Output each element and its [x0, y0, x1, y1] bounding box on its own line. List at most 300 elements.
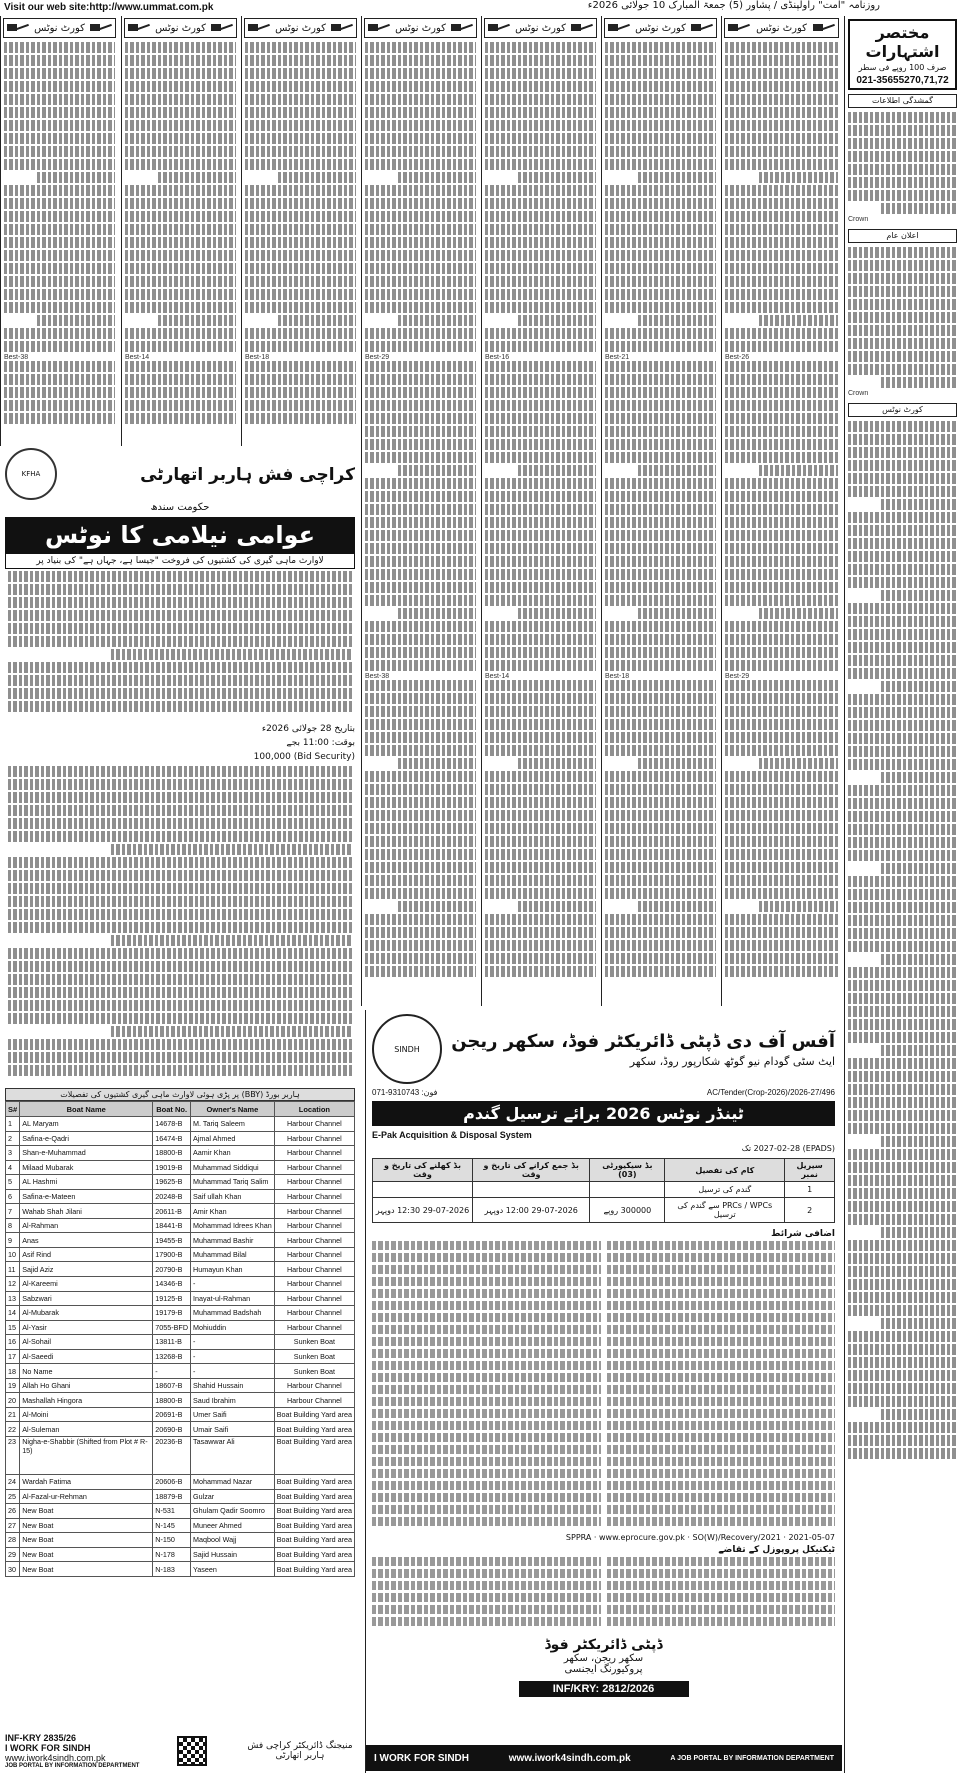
table-cell: Ajmal Ahmed — [191, 1131, 275, 1146]
tender-terms — [366, 1241, 841, 1529]
court-notice-label: کورٹ نوٹس — [275, 22, 326, 34]
table-cell: Harbour Channel — [274, 1378, 354, 1393]
table-cell: 26 — [6, 1504, 20, 1519]
tender-ref: AC/Tender(Crop-2026)/2026-27/496 — [706, 1088, 835, 1097]
tender-w4s-bar — [366, 1745, 842, 1771]
table-cell: Yaseen — [191, 1562, 275, 1577]
notice-text — [482, 40, 599, 981]
table-cell: 16474-B — [153, 1131, 191, 1146]
table-row — [6, 1518, 355, 1533]
tender-w4s-portal: A JOB PORTAL BY INFORMATION DEPARTMENT — [670, 1754, 834, 1762]
table-cell: Umer Saifi — [191, 1407, 275, 1422]
table-cell: 20691-B — [153, 1407, 191, 1422]
table-cell: 19625-B — [153, 1175, 191, 1190]
court-notice-label: کورٹ نوٹس — [515, 22, 566, 34]
table-row — [6, 1562, 355, 1577]
table-cell: Mashallah Hingora — [20, 1393, 153, 1408]
table-cell: 29-07-2026 12:30 دوپہر — [373, 1198, 473, 1223]
table-cell: 19125-B — [153, 1291, 191, 1306]
classified-subtitle: صرف 100 روپے فی سطر — [858, 63, 947, 72]
table-cell: Boat Building Yard area — [274, 1422, 354, 1437]
table-cell: 19 — [6, 1378, 20, 1393]
table-cell: No Name — [20, 1364, 153, 1379]
table-cell: Muhammad Siddiqui — [191, 1160, 275, 1175]
table-cell: Mohammad Nazar — [191, 1475, 275, 1490]
table-row — [6, 1547, 355, 1562]
tender-tech — [366, 1557, 841, 1629]
auction-footer — [5, 1731, 355, 1771]
table-cell: 12 — [6, 1277, 20, 1292]
court-notice-label: کورٹ نوٹس — [756, 22, 807, 34]
sindh-govt-seal-icon: SINDH — [372, 1014, 442, 1084]
table-row — [373, 1198, 835, 1223]
table-row — [6, 1291, 355, 1306]
table-row — [6, 1393, 355, 1408]
tender-table — [372, 1158, 835, 1223]
table-cell: Al-Moini — [20, 1407, 153, 1422]
classified-title: مختصر اشتہارات — [865, 23, 940, 61]
best-tag: Crown — [848, 216, 869, 223]
section-court: کورٹ نوٹس — [848, 403, 957, 417]
best-tag: Best-38 — [4, 354, 29, 361]
table-row — [6, 1218, 355, 1233]
table-cell: Muhammad Tariq Salim — [191, 1175, 275, 1190]
table-cell: N-178 — [153, 1547, 191, 1562]
tender-col-header: کام کی تفصیل — [665, 1159, 785, 1182]
table-cell: - — [191, 1349, 275, 1364]
table-cell: Boat Building Yard area — [274, 1407, 354, 1422]
table-cell: 9 — [6, 1233, 20, 1248]
auction-time: بوقت: 11:00 بجے — [286, 738, 355, 748]
table-cell: Boat Building Yard area — [274, 1547, 354, 1562]
table-cell: Shahid Hussain — [191, 1378, 275, 1393]
table-cell: 14346-B — [153, 1277, 191, 1292]
court-notice-header — [364, 18, 477, 38]
table-cell: 18 — [6, 1364, 20, 1379]
table-cell: 13268-B — [153, 1349, 191, 1364]
table-cell: Inayat-ul-Rahman — [191, 1291, 275, 1306]
table-cell: 2 — [785, 1198, 835, 1223]
table-cell: Harbour Channel — [274, 1306, 354, 1321]
boat-table-col-header: Owner's Name — [191, 1102, 275, 1117]
table-cell: 6 — [6, 1189, 20, 1204]
court-notice-header — [3, 18, 116, 38]
table-cell: 19179-B — [153, 1306, 191, 1321]
court-notice-header — [484, 18, 597, 38]
table-cell: 11 — [6, 1262, 20, 1277]
table-cell: N-531 — [153, 1504, 191, 1519]
table-cell: Anas — [20, 1233, 153, 1248]
notice-text — [602, 40, 719, 981]
table-cell: Wahab Shah Jilani — [20, 1204, 153, 1219]
table-cell: 300000 روپے — [590, 1198, 665, 1223]
table-cell: 7055-BFD — [153, 1320, 191, 1335]
table-cell: 24 — [6, 1475, 20, 1490]
court-notice-label: کورٹ نوٹس — [155, 22, 206, 34]
table-cell: N-183 — [153, 1562, 191, 1577]
gavel-icon — [211, 23, 233, 33]
table-cell — [373, 1182, 473, 1198]
table-cell: 28 — [6, 1533, 20, 1548]
table-row — [373, 1182, 835, 1198]
website-text[interactable]: Visit our web site:http://www.ummat.com.pk — [4, 2, 214, 13]
table-cell: Harbour Channel — [274, 1131, 354, 1146]
table-cell: 17900-B — [153, 1247, 191, 1262]
table-cell: Tasawwar Ali — [191, 1437, 275, 1475]
table-cell: Al-Yasir — [20, 1320, 153, 1335]
classified-block — [845, 419, 960, 1463]
w4s-url[interactable]: www.iwork4sindh.com.pk — [5, 1753, 106, 1763]
tender-address: ایٹ سٹی گودام نیو گوٹھ شکارپور روڈ، سکھر — [629, 1054, 835, 1068]
gavel-icon — [608, 23, 630, 33]
notice-column — [0, 16, 118, 446]
table-cell: New Boat — [20, 1518, 153, 1533]
table-cell: 25 — [6, 1489, 20, 1504]
auction-signatory: منیجنگ ڈائریکٹر کراچی فش ہاربر اتھارٹی — [247, 1741, 353, 1761]
table-cell: Sunken Boat — [274, 1349, 354, 1364]
gavel-icon — [728, 23, 750, 33]
tender-w4s-url[interactable]: www.iwork4sindh.com.pk — [508, 1752, 631, 1764]
table-cell: Safina-e-Mateen — [20, 1189, 153, 1204]
boat-table-col-header: Boat No. — [153, 1102, 191, 1117]
table-cell: 29-07-2026 12:00 دوپہر — [473, 1198, 590, 1223]
table-cell: Ghulam Qadir Soomro — [191, 1504, 275, 1519]
table-row — [6, 1533, 355, 1548]
table-cell: Asif Rind — [20, 1247, 153, 1262]
table-cell: 20248-B — [153, 1189, 191, 1204]
table-cell: Saud Ibrahim — [191, 1393, 275, 1408]
notice-column — [481, 16, 599, 1006]
notice-column — [721, 16, 841, 1006]
gavel-icon — [90, 23, 112, 33]
table-row — [6, 1437, 355, 1475]
table-cell: Allah Ho Ghani — [20, 1378, 153, 1393]
table-cell: 30 — [6, 1562, 20, 1577]
table-row — [6, 1407, 355, 1422]
table-cell: 14 — [6, 1306, 20, 1321]
table-cell: Muneer Ahmed — [191, 1518, 275, 1533]
table-cell: Muhammad Bashir — [191, 1233, 275, 1248]
table-cell: - — [191, 1335, 275, 1350]
tender-epads: (EPADS) — [802, 1144, 835, 1153]
table-cell: AL Maryam — [20, 1117, 153, 1132]
court-notice-header — [244, 18, 357, 38]
boat-table-col-header: S# — [6, 1102, 20, 1117]
table-row — [6, 1233, 355, 1248]
boat-table-header — [6, 1102, 355, 1117]
notice-text — [362, 40, 479, 981]
tender-office: آفس آف دی ڈپٹی ڈائریکٹر فوڈ، سکھر ریجن — [451, 1030, 835, 1052]
table-cell: - — [153, 1364, 191, 1379]
table-cell: Harbour Channel — [274, 1204, 354, 1219]
table-row — [6, 1117, 355, 1132]
table-cell: 23 — [6, 1437, 20, 1475]
table-row — [6, 1378, 355, 1393]
table-cell: N-150 — [153, 1533, 191, 1548]
table-cell: Harbour Channel — [274, 1247, 354, 1262]
table-row — [6, 1320, 355, 1335]
tender-col-header: سیریل نمبر — [785, 1159, 835, 1182]
table-cell: 14678-B — [153, 1117, 191, 1132]
court-notice-header — [604, 18, 717, 38]
notice-text — [1, 40, 118, 428]
table-cell: 10 — [6, 1247, 20, 1262]
table-cell: Harbour Channel — [274, 1262, 354, 1277]
table-cell: 29 — [6, 1547, 20, 1562]
table-cell: Al-Saeedi — [20, 1349, 153, 1364]
auction-body — [5, 569, 355, 716]
table-cell: 18800-B — [153, 1393, 191, 1408]
gavel-icon — [488, 23, 510, 33]
boat-table — [5, 1101, 355, 1577]
table-cell: 20236-B — [153, 1437, 191, 1475]
tender-agency: پروکیورنگ ایجنسی — [564, 1664, 643, 1675]
table-cell: Al-Mubarak — [20, 1306, 153, 1321]
notice-text — [122, 40, 239, 428]
gavel-icon — [571, 23, 593, 33]
kfha-seal-icon: KFHA — [5, 448, 57, 500]
table-cell: 3 — [6, 1146, 20, 1161]
gavel-icon — [331, 23, 353, 33]
table-cell: 1 — [785, 1182, 835, 1198]
table-cell: New Boat — [20, 1504, 153, 1519]
gavel-icon — [128, 23, 150, 33]
table-cell: Harbour Channel — [274, 1218, 354, 1233]
auction-government: حکومت سندھ — [150, 502, 210, 513]
table-row — [6, 1306, 355, 1321]
table-cell: AL Hashmi — [20, 1175, 153, 1190]
tender-period: 2027-02-28 تک — [741, 1144, 801, 1153]
table-cell — [590, 1182, 665, 1198]
table-row — [6, 1349, 355, 1364]
table-cell: 18800-B — [153, 1146, 191, 1161]
table-cell: Harbour Channel — [274, 1233, 354, 1248]
table-cell: - — [191, 1277, 275, 1292]
best-tag: Best-38 — [365, 673, 390, 680]
classified-column — [844, 16, 960, 1773]
table-cell: Al-Kareemi — [20, 1277, 153, 1292]
best-tag: Best-26 — [725, 354, 750, 361]
section-announcement: اعلان عام — [848, 229, 957, 243]
table-row — [6, 1204, 355, 1219]
table-cell: Al-Sohail — [20, 1335, 153, 1350]
table-cell: Boat Building Yard area — [274, 1533, 354, 1548]
best-tag: Best-16 — [485, 354, 510, 361]
table-cell: 8 — [6, 1218, 20, 1233]
tender-website[interactable]: www.eprocure.gov.pk — [599, 1533, 685, 1542]
table-cell: 19455-B — [153, 1233, 191, 1248]
table-cell: Maqbool Wajj — [191, 1533, 275, 1548]
section-lost: گمشدگی اطلاعات — [848, 94, 957, 108]
auction-authority: کراچی فش ہاربر اتھارٹی — [140, 464, 355, 485]
tender-col-header: بڈ سیکیورٹی (03) — [590, 1159, 665, 1182]
best-tag: Best-14 — [125, 354, 150, 361]
best-tag: Best-29 — [725, 673, 750, 680]
classified-block — [845, 110, 960, 225]
table-cell: 15 — [6, 1320, 20, 1335]
table-cell: Boat Building Yard area — [274, 1504, 354, 1519]
court-notice-header — [724, 18, 839, 38]
table-row — [6, 1262, 355, 1277]
gavel-icon — [813, 23, 835, 33]
table-cell: New Boat — [20, 1562, 153, 1577]
inf-number: INF-KRY 2835/26 — [5, 1733, 77, 1743]
table-cell: 20611-B — [153, 1204, 191, 1219]
notice-column — [601, 16, 719, 1006]
paper-line: روزنامہ "امت" راولپنڈی / پشاور (5) جمعۃ المبارک 10 جولائی 2026ء — [587, 0, 880, 11]
tender-ref-row — [366, 1088, 841, 1097]
table-cell: 22 — [6, 1422, 20, 1437]
court-notice-label: کورٹ نوٹس — [635, 22, 686, 34]
table-cell: Wardah Fatima — [20, 1475, 153, 1490]
tender-table-header — [373, 1159, 835, 1182]
gavel-icon — [691, 23, 713, 33]
table-row — [6, 1422, 355, 1437]
table-cell: N-145 — [153, 1518, 191, 1533]
auction-header — [5, 446, 355, 502]
tender-signatory-sub: سکھر ریجن، سکھر — [563, 1653, 644, 1664]
table-cell — [473, 1182, 590, 1198]
table-cell: Harbour Channel — [274, 1277, 354, 1292]
notice-text — [242, 40, 359, 428]
table-row — [6, 1504, 355, 1519]
table-cell: Boat Building Yard area — [274, 1437, 354, 1475]
table-cell: Harbour Channel — [274, 1291, 354, 1306]
table-cell: Al-Rahman — [20, 1218, 153, 1233]
table-cell: - — [191, 1364, 275, 1379]
best-tag: Best-18 — [605, 673, 630, 680]
tender-header — [366, 1010, 841, 1088]
table-cell: Saif ullah Khan — [191, 1189, 275, 1204]
tender-intro — [366, 1143, 841, 1154]
table-cell: Boat Building Yard area — [274, 1489, 354, 1504]
tender-notice — [365, 1010, 841, 1773]
table-cell: Boat Building Yard area — [274, 1475, 354, 1490]
auction-bid-security: (Bid Security) 100,000 — [253, 752, 355, 762]
table-cell: گندم کی ترسیل — [665, 1182, 785, 1198]
table-cell: 2 — [6, 1131, 20, 1146]
table-cell: Boat Building Yard area — [274, 1518, 354, 1533]
court-notice-header — [124, 18, 237, 38]
gavel-icon — [7, 23, 29, 33]
boat-table-col-header: Location — [274, 1102, 354, 1117]
court-notice-label: کورٹ نوٹس — [395, 22, 446, 34]
tender-sppra: SPPRA — [565, 1533, 592, 1542]
table-row — [6, 1475, 355, 1490]
table-cell: 21 — [6, 1407, 20, 1422]
table-row — [6, 1160, 355, 1175]
auction-meta — [5, 722, 355, 764]
table-cell: 17 — [6, 1349, 20, 1364]
table-cell: 1 — [6, 1117, 20, 1132]
table-cell: Shan-e-Muhammad — [20, 1146, 153, 1161]
best-tag: Best-29 — [365, 354, 390, 361]
gavel-icon — [451, 23, 473, 33]
boat-table-col-header: Boat Name — [20, 1102, 153, 1117]
table-row — [6, 1277, 355, 1292]
notice-column — [121, 16, 239, 446]
table-row — [6, 1175, 355, 1190]
table-cell: Gulzar — [191, 1489, 275, 1504]
table-row — [6, 1489, 355, 1504]
auction-notice — [5, 446, 355, 1773]
table-cell: Sajid Aziz — [20, 1262, 153, 1277]
tender-date-ref: 2021-05-07 — [788, 1533, 835, 1542]
table-cell: Sajid Hussain — [191, 1547, 275, 1562]
auction-title: عوامی نیلامی کا نوٹس — [5, 517, 355, 553]
gavel-icon — [248, 23, 270, 33]
tender-w4s-logo: I WORK FOR SINDH — [374, 1752, 469, 1764]
table-cell: Umair Saifi — [191, 1422, 275, 1437]
court-notice-label: کورٹ نوٹس — [34, 22, 85, 34]
table-cell: 18607-B — [153, 1378, 191, 1393]
table-cell: Harbour Channel — [274, 1175, 354, 1190]
tender-tech-terms: ٹیکنیکل پروپوزل کے تقاضے — [718, 1545, 835, 1555]
table-row — [6, 1131, 355, 1146]
tender-refs: SPPRA · www.eprocure.gov.pk · SO(W)/Recovery/2021 · 2021-05-07 — [565, 1533, 835, 1542]
table-cell: 19019-B — [153, 1160, 191, 1175]
table-cell: 20790-B — [153, 1262, 191, 1277]
tender-extra-terms: اضافی شرائط — [771, 1229, 835, 1239]
table-cell: 5 — [6, 1175, 20, 1190]
auction-terms — [5, 764, 355, 1080]
auction-subtitle: لاوارث ماہی گیری کی کشتیوں کی فروخت "جیسا ہے، جہاں ہے" کی بنیاد پر — [5, 553, 355, 569]
table-cell: Amir Khan — [191, 1204, 275, 1219]
classified-block — [845, 245, 960, 399]
table-cell: Harbour Channel — [274, 1320, 354, 1335]
best-tag: Best-14 — [485, 673, 510, 680]
qr-code-icon[interactable] — [177, 1736, 207, 1766]
w4s-logo: I WORK FOR SINDH — [5, 1743, 91, 1753]
best-tag: Best-18 — [245, 354, 270, 361]
notice-text — [722, 40, 841, 981]
notice-column — [361, 16, 479, 1006]
table-cell: 7 — [6, 1204, 20, 1219]
tender-banner: ٹینڈر نوٹس 2026 برائے ترسیل گندم — [372, 1101, 835, 1126]
table-cell: New Boat — [20, 1547, 153, 1562]
table-cell: New Boat — [20, 1533, 153, 1548]
best-tag: Crown — [848, 390, 869, 397]
table-cell: M. Tariq Saleem — [191, 1117, 275, 1132]
table-row — [6, 1189, 355, 1204]
table-row — [6, 1335, 355, 1350]
table-cell: 20606-B — [153, 1475, 191, 1490]
table-cell: Mohammad Idrees Khan — [191, 1218, 275, 1233]
table-cell: Sunken Boat — [274, 1335, 354, 1350]
table-cell: Muhammad Bilal — [191, 1247, 275, 1262]
table-row — [6, 1364, 355, 1379]
table-cell: 13811-B — [153, 1335, 191, 1350]
table-cell: Sunken Boat — [274, 1364, 354, 1379]
table-cell: Sabzwari — [20, 1291, 153, 1306]
boat-table-caption: ہاربر بورڈ (BBY) پر پڑی ہوئی لاوارث ماہی گیری کشتیوں کی تفصیلات — [5, 1088, 355, 1101]
notice-column — [241, 16, 359, 446]
classified-header — [848, 19, 957, 90]
table-cell: Harbour Channel — [274, 1117, 354, 1132]
tender-col-header: بڈ جمع کرانے کی تاریخ و وقت — [473, 1159, 590, 1182]
table-cell: 20690-B — [153, 1422, 191, 1437]
table-cell: Harbour Channel — [274, 1189, 354, 1204]
table-cell: Humayun Khan — [191, 1262, 275, 1277]
table-cell: Muhammad Badshah — [191, 1306, 275, 1321]
table-row — [6, 1146, 355, 1161]
table-cell: Boat Building Yard area — [274, 1562, 354, 1577]
table-cell: 18879-B — [153, 1489, 191, 1504]
table-row — [6, 1247, 355, 1262]
table-cell: Milaad Mubarak — [20, 1160, 153, 1175]
best-tag: Best-21 — [605, 354, 630, 361]
table-cell: Al-Fazal-ur-Rehman — [20, 1489, 153, 1504]
